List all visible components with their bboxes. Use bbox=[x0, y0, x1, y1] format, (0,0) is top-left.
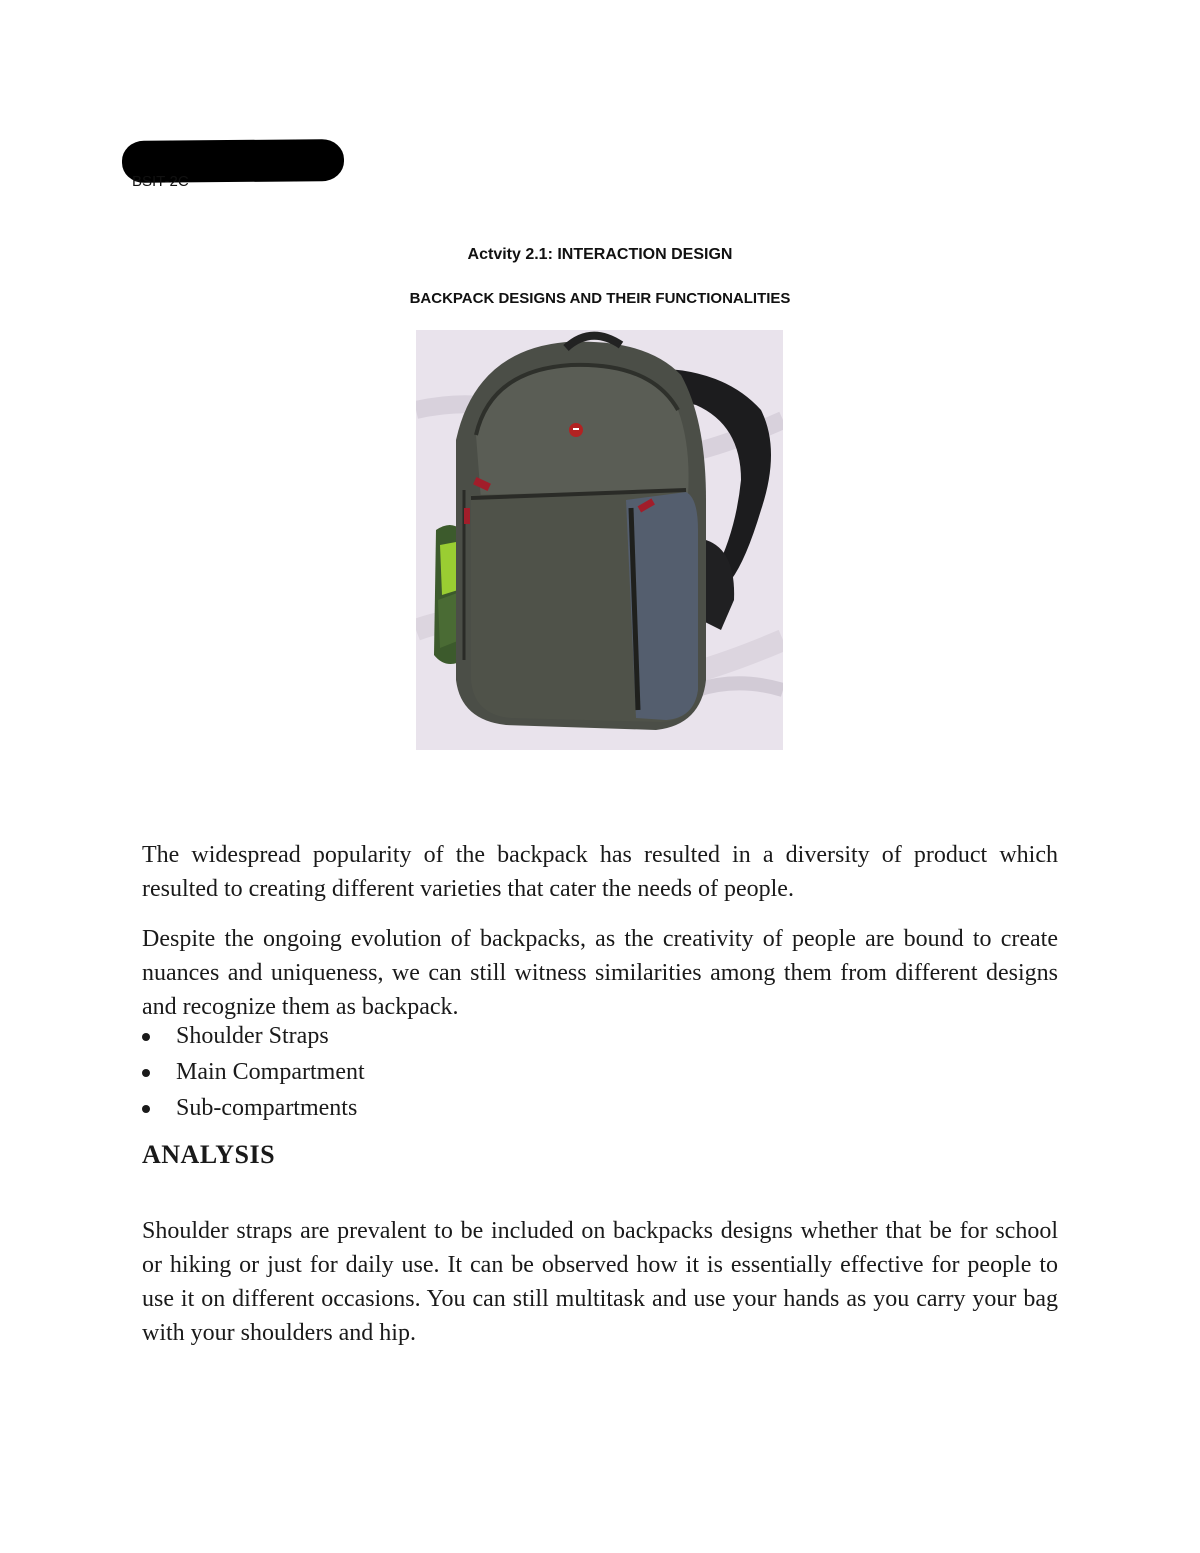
analysis-paragraph: Shoulder straps are prevalent to be included on backpacks designs whether that be for school or hiking or just for daily use. It can be observed how it is essentially effective for people to use it on different occasions. You can still multitask and use your hands as you carry your bag with your shoulders and hip. bbox=[142, 1218, 1058, 1346]
list-item: Shoulder Straps bbox=[142, 1018, 365, 1054]
feature-list bbox=[142, 1018, 365, 1126]
class-section: BSIT-2C bbox=[132, 173, 189, 190]
list-item: Sub-compartments bbox=[142, 1090, 365, 1126]
bullet-icon bbox=[142, 1069, 150, 1077]
analysis-heading: ANALYSIS bbox=[142, 1140, 276, 1169]
document-subtitle: BACKPACK DESIGNS AND THEIR FUNCTIONALITIES bbox=[409, 290, 791, 307]
evolution-paragraph: Despite the ongoing evolution of backpacks, as the creativity of people are bound to create nuances and uniqueness, we can still witness similarities among them from different designs and recognize them as backpack. bbox=[142, 926, 1058, 1020]
backpack-photo bbox=[416, 330, 783, 750]
bullet-icon bbox=[142, 1033, 150, 1041]
intro-paragraph: The widespread popularity of the backpack has resulted in a diversity of product which resulted to creating different varieties that cater the needs of people. bbox=[142, 842, 1058, 902]
list-item: Main Compartment bbox=[142, 1054, 365, 1090]
bullet-icon bbox=[142, 1105, 150, 1113]
activity-title: Actvity 2.1: INTERACTION DESIGN bbox=[467, 246, 733, 263]
